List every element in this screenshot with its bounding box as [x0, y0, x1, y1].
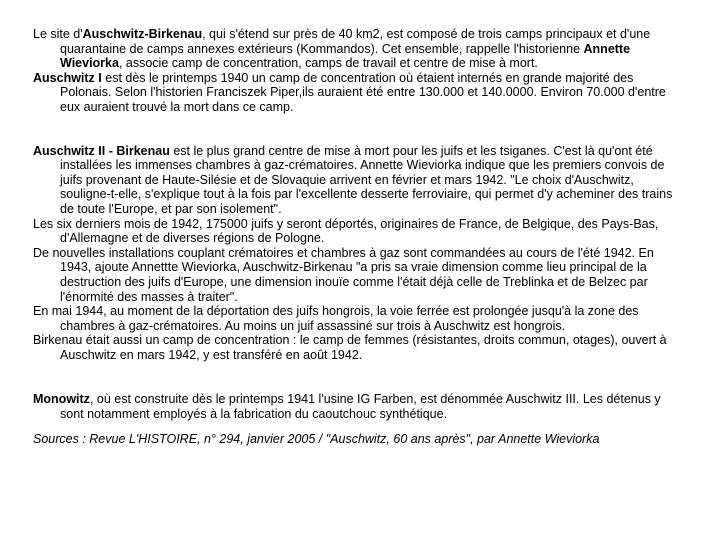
text-run: , où est construite dès le printemps 1941 l'usine IG Farben, est dénommée Auschwitz III. Les détenus y sont notamment employés à la fabrication du caoutchouc synthétique.	[60, 392, 661, 422]
bold-term: Auschwitz I	[33, 70, 102, 85]
sources-line	[33, 432, 673, 447]
text-run: Le site d'	[33, 27, 83, 41]
intro-paragraph	[33, 27, 673, 71]
text-run: Sources : Revue L'HISTOIRE, n° 294, janvier 2005 / "Auschwitz, 60 ans après", par Annette Wieviorka	[33, 431, 600, 446]
monowitz-paragraph	[33, 392, 673, 421]
bold-term: Monowitz	[33, 392, 90, 407]
text-run: De nouvelles installations couplant crématoires et chambres à gaz sont commandées au cours de l'été 1942. En 1943, ajoute Annettte Wieviorka, Auschwitz-Birkenau "a pris sa vraie dimension comme lieu principal de la destruction des juifs d'Europe, une dimension inouïe comme l'était déjà celle de Treblinka et de Belzec par l'énormité des masses à traiter".	[33, 245, 654, 304]
bold-term: Auschwitz-Birkenau	[82, 27, 203, 41]
paragraph-1942	[33, 217, 673, 246]
bold-term: Auschwitz II - Birkenau	[33, 143, 170, 158]
document-body	[33, 27, 673, 446]
text-run: Les six derniers mois de 1942, 175000 juifs y seront déportés, originaires de France, de Belgique, des Pays-Bas, d'Allemagne et de diverses régions de Pologne.	[33, 216, 659, 246]
text-run: Birkenau était aussi un camp de concentration : le camp de femmes (résistantes, droits commun, otages), ouvert à Auschwitz en mars 1942, y est transféré en août 1942.	[33, 333, 667, 362]
paragraph-birkenau-women	[33, 333, 673, 362]
text-run: En mai 1944, au moment de la déportation des juifs hongrois, la voie ferrée est prolongée jusqu'à la zone des chambres à gaz-crématoires. Au moins un juif assassiné sur trois à Auschwitz est hongrois.	[33, 304, 639, 333]
auschwitz-ii-paragraph	[33, 144, 673, 217]
text-run: est le plus grand centre de mise à mort pour les juifs et les tsiganes. C'est là qu'ont été installées les immenses chambres à gaz-crématoires. Annette Wieviorka indique que les premiers convois de juifs provenant de Haute-Silésie et de Slovaquie arrivent en février et mars 1942. "Le choix d'Auschwitz, souligne-t-elle, s'explique tout à la fois par l'excellente desserte ferroviaire, qui permet d'y acheminer des trains de toute l'Europe, et par son isolement".	[60, 143, 673, 216]
paragraph-installations	[33, 246, 673, 304]
text-run: , qui s'étend sur près de 40 km2, est composé de trois camps principaux et d'une quarantaine de camps annexes extérieurs (Kommandos). Cet ensemble, rappelle l'historienne	[60, 27, 651, 56]
bold-term: Annette Wieviorka	[60, 41, 631, 71]
text-run: est dès le printemps 1940 un camp de concentration où étaient internés en grande majorité des Polonais. Selon l'historien Franciszek Piper,ils auraient été entre 130.000 et 140.0000. Environ 70.000 d'entre eux auraient trouvé la mort dans ce camp.	[60, 70, 666, 114]
text-run: , associe camp de concentration, camps de travail et centre de mise à mort.	[118, 56, 538, 71]
auschwitz-i-paragraph	[33, 71, 673, 115]
paragraph-1944	[33, 304, 673, 333]
